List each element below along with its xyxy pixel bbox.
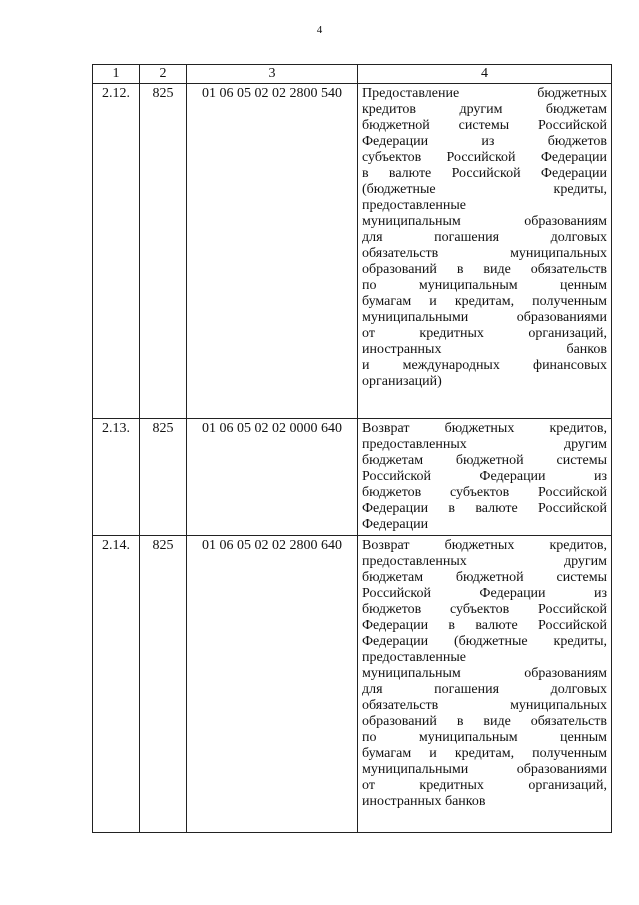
- table-row: [93, 536, 612, 833]
- description-line: Федерации в валюте Российской: [362, 618, 607, 633]
- description-line: бумагам и кредитам, полученным: [362, 746, 607, 761]
- item-description: [358, 84, 612, 419]
- admin-code: 825: [140, 536, 187, 833]
- budget-classification-code: 01 06 05 02 02 2800 640: [187, 536, 358, 833]
- description-line: бюджетам бюджетной системы: [362, 570, 607, 585]
- row-number: 2.14.: [93, 536, 140, 833]
- description-line: предоставленные: [362, 650, 466, 665]
- description-line: организаций): [362, 374, 442, 389]
- description-line: предоставленные: [362, 198, 466, 213]
- row-number: 2.12.: [93, 84, 140, 419]
- description-line: бюджетов субъектов Российской: [362, 485, 607, 500]
- description-line: для погашения долговых: [362, 682, 607, 697]
- column-header-3: 3: [187, 65, 358, 84]
- budget-classification-code: 01 06 05 02 02 0000 640: [187, 419, 358, 536]
- item-description: [358, 419, 612, 536]
- column-header-4: 4: [358, 65, 612, 84]
- description-line: (бюджетные кредиты,: [362, 182, 607, 197]
- description-line: от кредитных организаций,: [362, 326, 607, 341]
- description-line: обязательств муниципальных: [362, 698, 607, 713]
- description-line: от кредитных организаций,: [362, 778, 607, 793]
- table-row: [93, 84, 612, 419]
- description-line: Федерации в валюте Российской: [362, 501, 607, 516]
- description-line: Российской Федерации из: [362, 469, 607, 484]
- description-line: Предоставление бюджетных: [362, 86, 607, 101]
- description-line: и международных финансовых: [362, 358, 607, 373]
- description-line: Возврат бюджетных кредитов,: [362, 538, 607, 553]
- description-line: предоставленных другим: [362, 437, 607, 452]
- page-number: 4: [316, 24, 323, 36]
- description-line: кредитов другим бюджетам: [362, 102, 607, 117]
- description-line: иностранных банков: [362, 794, 486, 809]
- description-line: для погашения долговых: [362, 230, 607, 245]
- description-line: муниципальными образованиями: [362, 310, 607, 325]
- budget-classification-code: 01 06 05 02 02 2800 540: [187, 84, 358, 419]
- description-line: бюджетной системы Российской: [362, 118, 607, 133]
- description-line: бумагам и кредитам, полученным: [362, 294, 607, 309]
- description-line: муниципальным образованиям: [362, 214, 607, 229]
- table-header-row: [93, 65, 612, 84]
- description-line: обязательств муниципальных: [362, 246, 607, 261]
- description-line: Российской Федерации из: [362, 586, 607, 601]
- item-description: [358, 536, 612, 833]
- description-line: образований в виде обязательств: [362, 714, 607, 729]
- table-row: [93, 419, 612, 536]
- description-line: субъектов Российской Федерации: [362, 150, 607, 165]
- budget-codes-table: [92, 64, 612, 833]
- description-line: бюджетам бюджетной системы: [362, 453, 607, 468]
- description-line: предоставленных другим: [362, 554, 607, 569]
- description-line: по муниципальным ценным: [362, 278, 607, 293]
- column-header-1: 1: [93, 65, 140, 84]
- column-header-2: 2: [140, 65, 187, 84]
- description-line: иностранных банков: [362, 342, 607, 357]
- description-line: по муниципальным ценным: [362, 730, 607, 745]
- admin-code: 825: [140, 84, 187, 419]
- description-line: Федерации: [362, 517, 429, 532]
- description-line: Возврат бюджетных кредитов,: [362, 421, 607, 436]
- description-line: бюджетов субъектов Российской: [362, 602, 607, 617]
- description-line: образований в виде обязательств: [362, 262, 607, 277]
- description-line: в валюте Российской Федерации: [362, 166, 607, 181]
- description-line: Федерации (бюджетные кредиты,: [362, 634, 607, 649]
- description-line: муниципальными образованиями: [362, 762, 607, 777]
- description-line: Федерации из бюджетов: [362, 134, 607, 149]
- description-line: муниципальным образованиям: [362, 666, 607, 681]
- row-number: 2.13.: [93, 419, 140, 536]
- admin-code: 825: [140, 419, 187, 536]
